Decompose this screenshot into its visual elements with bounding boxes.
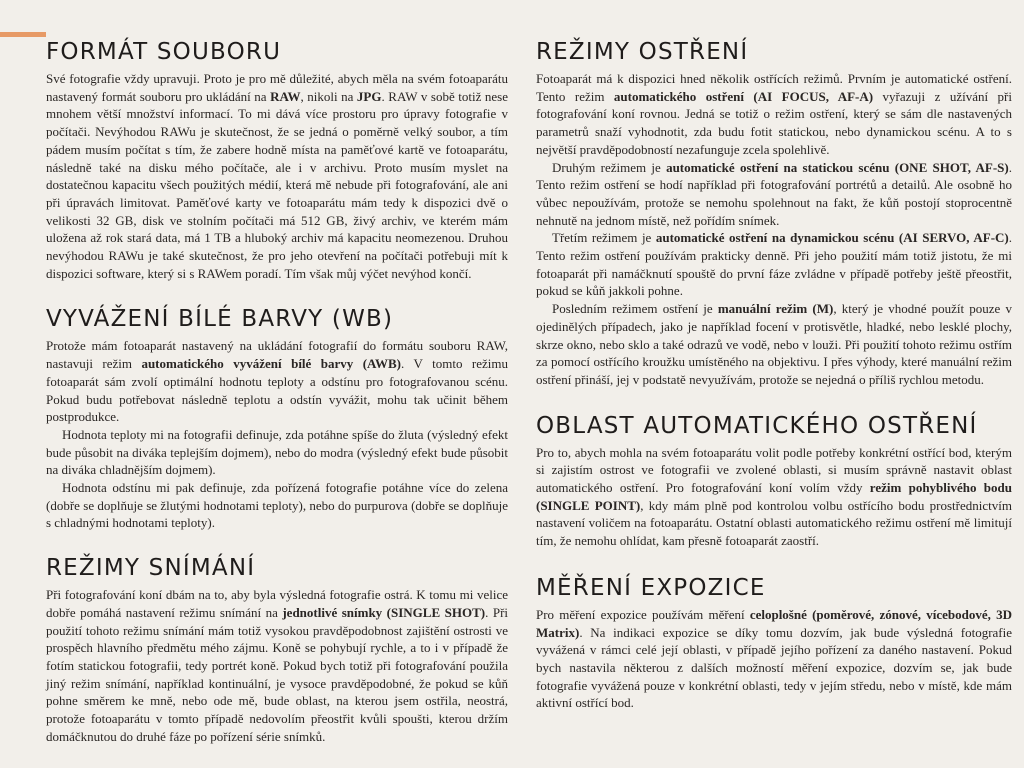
heading-metering: MĚŘENÍ EXPOZICE bbox=[536, 574, 766, 601]
section-af-area bbox=[536, 412, 1012, 550]
heading-shooting-modes: REŽIMY SNÍMÁNÍ bbox=[46, 555, 256, 582]
section-shooting-modes bbox=[46, 554, 508, 745]
paragraph-focus-modes-3: Třetím režimem je automatické ostření na dynamickou scénu (AI SERVO, AF-C). Tento režim ostření používám prakticky denně. Při jeho použití mám totiž jistotu, že mi fotoaparát při namáčknutí spouště do první fáze zvládne v případě potřeby ještě přeostřit, pokud se kůň jakkoli pohne. bbox=[536, 230, 1012, 299]
paragraph-white-balance-1: Protože mám fotoaparát nastavený na ukládání fotografií do formátu souboru RAW, nastavuji režim automatického vyvážení bílé barvy (AWB). V tomto režimu fotoaparát sám zvolí optimální hodnotu teploty a odstínu pro fotografovanou scénu. Pokud budu potřebovat následně teplotu a odstín vyvážit, mohu tak učinit během postprodukce. bbox=[46, 338, 508, 425]
paragraph-focus-modes-2: Druhým režimem je automatické ostření na statickou scénu (ONE SHOT, AF-S). Tento režim ostření se hodí například při fotografování portrétů a detailů. Ale osobně ho vůbec nepoužívám, protože se nemohu spolehnout na fakt, že kůň postojí stoprocentně nehnutě na jednom místě, než pořídím snímek. bbox=[536, 159, 1012, 228]
paragraph-file-format: Své fotografie vždy upravuji. Proto je pro mě důležité, abych měla na svém fotoaparátu nastavený formát souboru pro ukládání na RAW, nikoli na JPG. RAW v sobě totiž nese mnohem větší množství informací. To mi dává více prostoru pro úpravy fotografie v počítači. Nevýhodou RAWu je skutečnost, že se jedná o poměrně velký soubor, a tím pádem musím počítat s tím, že zabere hodně místa na paměťové kartě ve fotoaparátu, následně také na disku mého počítače, ale i v archivu. Proto musím myslet na dostatečnou kapacitu všech použitých médií, která mě nebude při fotografování, ale ani při úpravách limitovat. Paměťové karty ve fotoaparátu mám tedy k dispozici dvě o velikosti 32 GB, disk ve stolním počítači má 512 GB, živý archiv, ve kterém mám uložena až rok stará data, má 1 TB a hluboký archiv má kapacitu neomezenou. Druhou nevýhodou RAWu je také skutečnost, že pro jeho otevření na počítači potřebuji mít k dispozici software, který si s RAWem poradí. Tím však můj výčet nevýhod končí. bbox=[46, 71, 508, 281]
paragraph-white-balance-3: Hodnota odstínu mi pak definuje, zda pořízená fotografie potáhne více do zelena (dobře se doplňuje se žlutými hodnotami teploty), nebo do purpurova (dobře se doplňuje s chladnými hodnotami teploty). bbox=[46, 480, 508, 531]
section-white-balance bbox=[46, 305, 508, 532]
paragraph-shooting-modes: Při fotografování koní dbám na to, aby byla výsledná fotografie ostrá. K tomu mi velice dobře pomáhá nastavení režimu snímání na jednotlivé snímky (SINGLE SHOT). Při použití tohoto režimu snímání mám totiž vysokou pravděpodobnost zajištění ostrosti ve prospěch hlavního předmětu mého zájmu. Koně se pohybují rychle, a to i v případě že fotím statickou fotografii, tedy portrét koně. Pokud bych totiž při fotografování použila jiný režim snímání, například kontinuální, je vysoce pravděpodobné, že pokud se kůň pohne směrem ke mně, nebo ode mě, bude oblast, na kterou jsem ostřila, neostrá, protože fotoaparátu v tomto případě nedovolím přeostřit kvůli spoušti, kterou držím domáčknutou do druhé fáze po pořízení série snímků. bbox=[46, 587, 509, 744]
paragraph-white-balance-2: Hodnota teploty mi na fotografii definuje, zda potáhne spíše do žluta (výsledný efekt bude působit na diváka teplejším dojmem), nebo do modra (výsledný efekt bude působit na diváka chladnějším dojmem). bbox=[46, 426, 508, 478]
section-focus-modes bbox=[536, 38, 1012, 389]
paragraph-metering: Pro měření expozice používám měření celoplošné (poměrové, zónové, vícebodové, 3D Matrix). Na indikaci expozice se díky tomu dozvím, jak bude výsledná fotografie vyvážená v rámci celé její oblasti, v případě jejího pořízení za daného nastavení. Pokud bych nastavila některou z dalších možností měření expozice, dozvím se, jak bude fotografie vyvážená pouze v konkrétní oblasti, tedy v jejím středu, nebo v místě, kde mám aktivní ostřící bod. bbox=[536, 606, 1013, 711]
heading-focus-modes: REŽIMY OSTŘENÍ bbox=[536, 39, 749, 65]
right-column bbox=[536, 38, 1012, 712]
heading-file-format: FORMÁT SOUBORU bbox=[46, 39, 282, 65]
heading-af-area: OBLAST AUTOMATICKÉHO OSTŘENÍ bbox=[536, 412, 978, 439]
paragraph-focus-modes-1: Fotoaparát má k dispozici hned několik ostřících režimů. Prvním je automatické ostření. Tento režim automatického ostření (AI FOCUS, AF-A) vyřazuji z užívání při fotografování koní rovnou. Jedná se totiž o režim ostření, který se sám dle nastavených parametrů snaží vyhodnotit, zda budu fotit statickou, nebo dynamickou scénu. A to s největší pravděpodobností nezafunguje zcela spolehlivě. bbox=[536, 71, 1012, 157]
left-column bbox=[46, 38, 508, 746]
accent-bar bbox=[0, 32, 46, 37]
section-metering bbox=[536, 574, 1012, 712]
paragraph-focus-modes-4: Posledním režimem ostření je manuální režim (M), který je vhodné použít pouze v ojedinělých případech, jako je například focení v protisvětle, hladké, nebo lesklé plochy, skrze okno, nebo sklo a také odrazů ve vodě, nebo v louži. Při použití tohoto režimu ostřím za pomocí ostřícího kroužku umístěného na objektivu. I přes výhody, které manuální režim ostření přináší, jej v podstatě nevyužívám, protože se nejedná o příliš rychlou metodu. bbox=[536, 301, 1012, 387]
section-file-format bbox=[46, 38, 508, 282]
paragraph-af-area: Pro to, abych mohla na svém fotoaparátu volit podle potřeby konkrétní ostřící bod, kterým si zajistím ostrost ve fotografii ve zvolené oblasti, si musím správně nastavit oblast automatického ostření. Pro fotografování koní volím vždy režim pohyblivého bodu (SINGLE POINT), kdy mám plně pod kontrolou volbu ostřícího bodu prostřednictvím nastavení voličem na fotoaparátu. Ostatní oblasti automatického režimu ostření mě limitují tím, že nemohu ohlídat, kam přesně fotoaparát zaostří. bbox=[536, 444, 1012, 549]
heading-white-balance: VYVÁŽENÍ BÍLÉ BARVY (WB) bbox=[46, 306, 394, 333]
